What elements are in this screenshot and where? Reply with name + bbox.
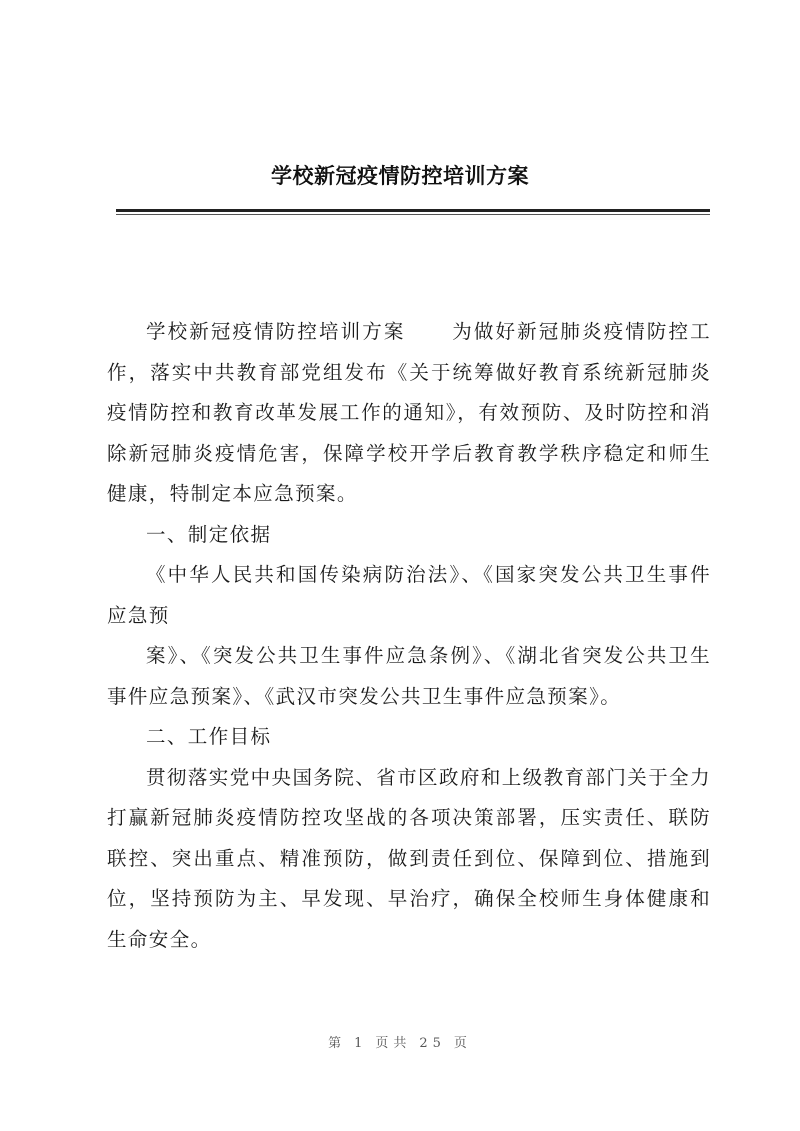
intro-lead: 学校新冠疫情防控培训方案 (146, 320, 406, 343)
page-title: 学校新冠疫情防控培训方案 (271, 164, 529, 188)
title-divider-thin (116, 214, 710, 215)
page-prefix: 第 (328, 1036, 347, 1051)
page-suffix: 页 (453, 1036, 472, 1051)
intro-paragraph (107, 312, 711, 515)
document-body (107, 312, 711, 960)
section-heading-basis: 一、制定依据 (146, 522, 272, 546)
basis-paragraph-2: 案》、《突发公共卫生事件应急条例》、《湖北省突发公共卫生事件应急预案》、《武汉市突发公共卫生事件应急预案》。 (107, 644, 711, 708)
page-middle: 页共 (375, 1036, 412, 1051)
intro-body: 为做好新冠肺炎疫情防控工作，落实中共教育部党组发布《关于统筹做好教育系统新冠肺炎疫情防控和教育改革发展工作的通知》，有效预防、及时防控和消除新冠肺炎疫情危害，保障学校开学后教育教学秩序稳定和师生健康，特制定本应急预案。 (107, 320, 711, 505)
page-number-footer (0, 1032, 800, 1051)
page-number: 1 (354, 1036, 368, 1051)
page-total: 25 (419, 1036, 446, 1051)
goals-paragraph: 贯彻落实党中央国务院、省市区政府和上级教育部门关于全力打赢新冠肺炎疫情防控攻坚战的各项决策部署，压实责任、联防联控、突出重点、精准预防，做到责任到位、保障到位、措施到位，坚持预防为主、早发现、早治疗，确保全校师生身体健康和生命安全。 (107, 765, 711, 951)
basis-paragraph-1: 《中华人民共和国传染病防治法》、《国家突发公共卫生事件应急预 (107, 563, 711, 627)
section-heading-goals: 二、工作目标 (146, 725, 272, 748)
title-divider (116, 209, 710, 212)
